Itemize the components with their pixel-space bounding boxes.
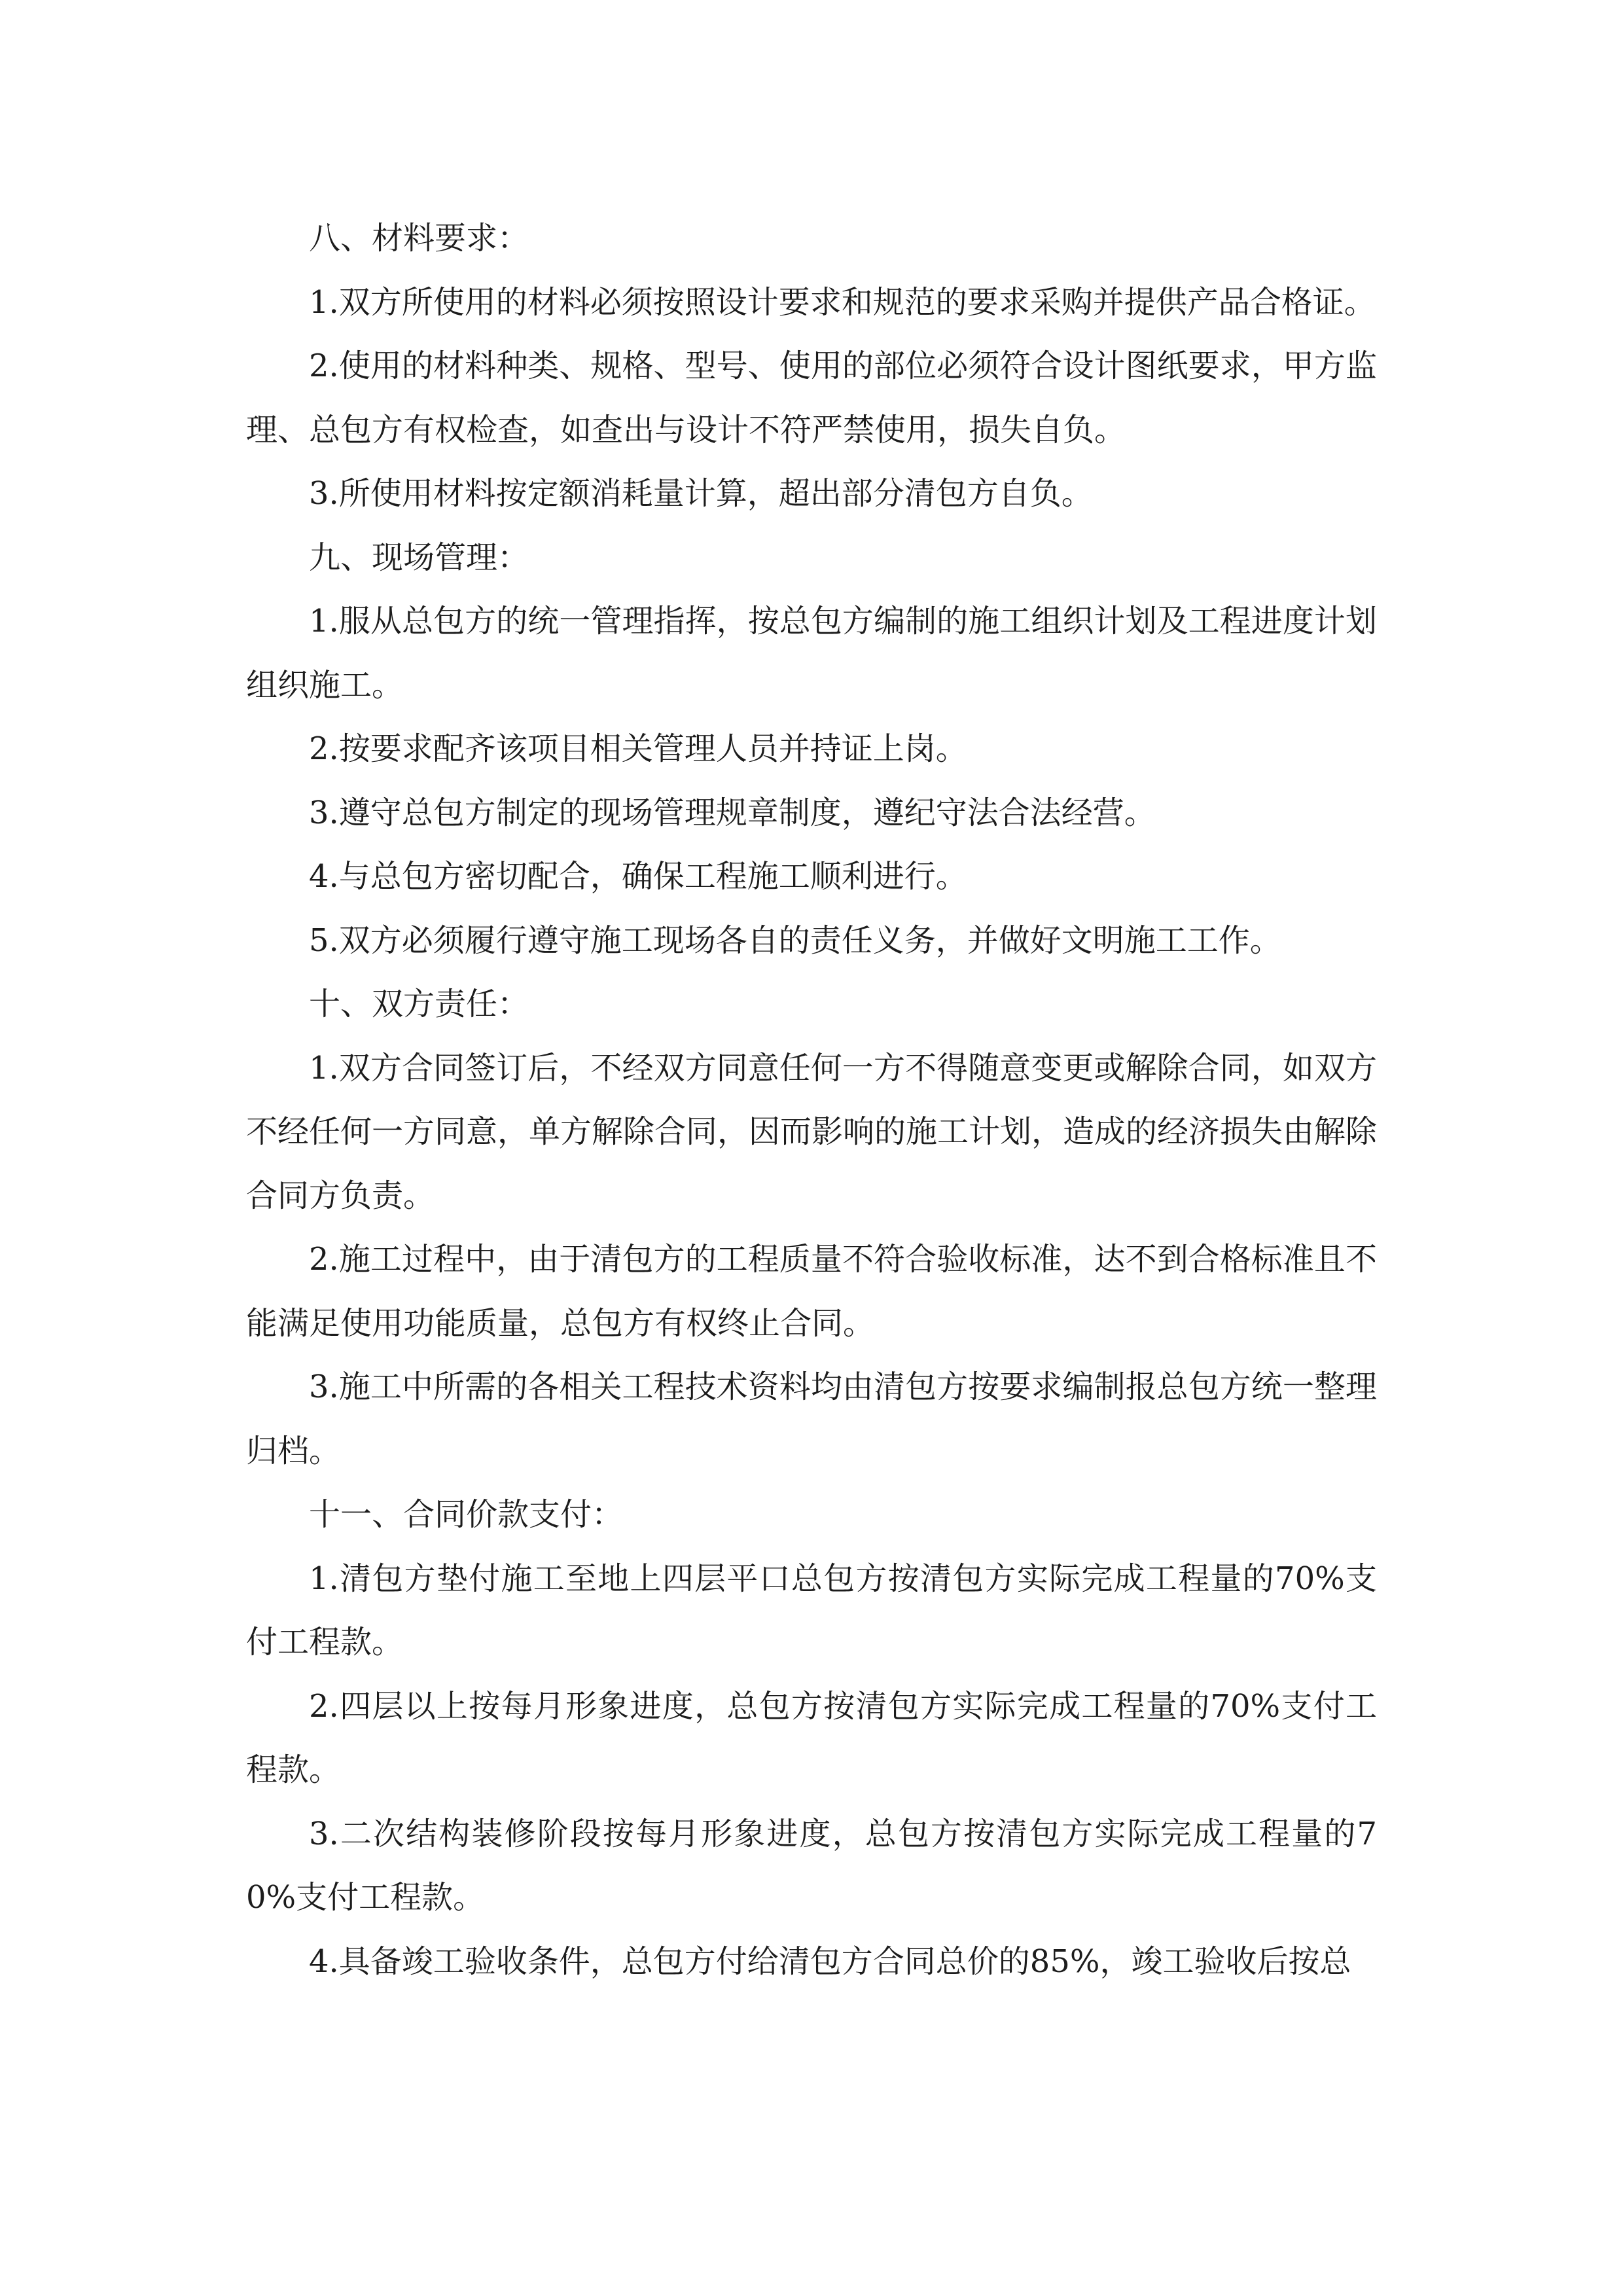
- paragraph: 1.双方合同签订后，不经双方同意任何一方不得随意变更或解除合同，如双方不经任何一方同意，单方解除合同，因而影响的施工计划，造成的经济损失由解除合同方负责。: [246, 1049, 1378, 1214]
- document-body: [246, 207, 1377, 1994]
- paragraph: 1.服从总包方的统一管理指挥，按总包方编制的施工组织计划及工程进度计划组织施工。: [246, 603, 1377, 704]
- paragraph: 2.施工过程中，由于清包方的工程质量不符合验收标准，达不到合格标准且不能满足使用功能质量，总包方有权终止合同。: [246, 1241, 1377, 1342]
- paragraph: 3.遵守总包方制定的现场管理规章制度，遵纪守法合法经营。: [309, 794, 1156, 831]
- paragraph: 4.与总包方密切配合，确保工程施工顺利进行。: [309, 858, 967, 895]
- paragraph: 3.施工中所需的各相关工程技术资料均由清包方按要求编制报总包方统一整理归档。: [246, 1369, 1377, 1469]
- paragraph: 1.双方所使用的材料必须按照设计要求和规范的要求采购并提供产品合格证。: [309, 283, 1376, 321]
- paragraph: 2.按要求配齐该项目相关管理人员并持证上岗。: [309, 730, 967, 767]
- section-heading-site-management: 九、现场管理：: [309, 539, 529, 576]
- paragraph: 2.使用的材料种类、规格、型号、使用的部位必须符合设计图纸要求，甲方监理、总包方有权检查，如查出与设计不符严禁使用，损失自负。: [246, 348, 1377, 448]
- section-heading-responsibilities: 十、双方责任：: [309, 986, 529, 1022]
- section-heading-payment: 十一、合同价款支付：: [309, 1496, 624, 1533]
- section-heading-materials: 八、材料要求：: [309, 220, 529, 257]
- paragraph: 3.二次结构装修阶段按每月形象进度，总包方按清包方实际完成工程量的70%支付工程款。: [246, 1815, 1377, 1916]
- paragraph: 4.具备竣工验收条件，总包方付给清包方合同总价的85%，竣工验收后按总: [309, 1943, 1351, 1980]
- paragraph: 3.所使用材料按定额消耗量计算，超出部分清包方自负。: [309, 475, 1093, 512]
- paragraph: 5.双方必须履行遵守施工现场各自的责任义务，并做好文明施工工作。: [309, 922, 1281, 959]
- paragraph: 2.四层以上按每月形象进度，总包方按清包方实际完成工程量的70%支付工程款。: [246, 1687, 1377, 1788]
- paragraph: 1.清包方垫付施工至地上四层平口总包方按清包方实际完成工程量的70%支付工程款。: [246, 1560, 1377, 1660]
